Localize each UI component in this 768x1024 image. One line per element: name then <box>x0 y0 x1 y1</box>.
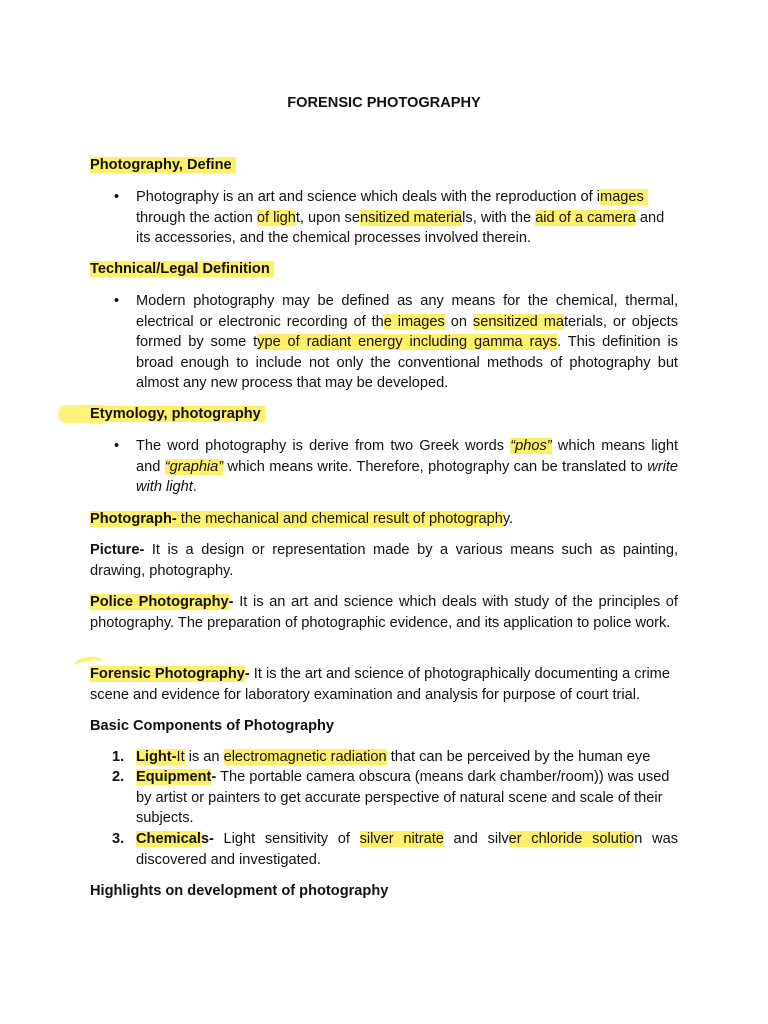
bullet-icon: • <box>114 189 120 205</box>
define-text: Photography is an art and science which deals with the reproduction of images through the action of light, upon sensitized materials, with the aid of a camera and its accessories, and the chemical processes involved therein. <box>136 189 665 246</box>
section-heading-define: Photography, Define <box>90 155 678 176</box>
police-photography-definition: Police Photography- It is an art and science which deals with study of the principles of photography. The preparation of photographic evidence, and its application to police work. <box>90 594 678 631</box>
section-heading-etymology: Etymology, photography <box>90 404 678 425</box>
section-heading-highlights: Highlights on development of photography <box>90 883 389 899</box>
bullet-icon: • <box>114 438 120 454</box>
document-page: FORENSIC PHOTOGRAPHY Photography, Define • Photography is an art and science which deals with the reproduction of images through the action of light, upon sensitized materials, with the aid of a camera and its accessories, and the chemical processes involved therein. Technical/Legal Definition • Modern photography may be defined as any means for the chemical, thermal, electrical or electronic recording of the images on sensitized materials, or objects formed by some type of radiant energy including gamma rays. This definition is broad enough to include not only the conventional methods of photography but almost any new process that may be developed. Etymology, photography • The word photography is derive from two Greek words “phos” which means light and “graphia” which means write. Therefore, photography can be translated to write with light. Photograph- the mechanical and chemical result of photography. Picture- It is a design or representation made by a various means such as painting, drawing, photography. Police Photography- It is an art and science which deals with study of the principles of photography. The preparation of photographic evidence, and its application to police work. Forensic Photography- It is the art and science of photographically documenting a crime scene and evidence for laboratory examination and analysis for purpose of court trial. Basic Components of Photography 1. Light-It is an electromagnetic radiation that can be perceived by the human eye 2. Equipment- The portable camera obscura (means dark chamber/room)) was used by artist or painters to get accurate perspective of natural scene and scale of their subjects. 3. Chemicals- Light sensitivity of silver nitrate and silver chloride solution was discovered and investigated. Highlights on development of photography <box>0 0 768 1024</box>
picture-definition: Picture- It is a design or representation made by a various means such as painting, drawing, photography. <box>90 542 678 579</box>
component-chemicals: Chemicals- Light sensitivity of silver nitrate and silver chloride solution was discovered and investigated. <box>136 831 678 868</box>
etymology-text: The word photography is derive from two Greek words “phos” which means light and “graphia” which means write. Therefore, photography can be translated to write with light. <box>136 438 679 495</box>
page-title: FORENSIC PHOTOGRAPHY <box>287 95 481 111</box>
section-heading-components: Basic Components of Photography <box>90 718 335 734</box>
component-light: Light-It is an electromagnetic radiation that can be perceived by the human eye <box>136 749 651 765</box>
component-equipment: Equipment- The portable camera obscura (means dark chamber/room)) was used by artist or painters to get accurate perspective of natural scene and scale of their subjects. <box>136 769 670 826</box>
forensic-photography-definition: Forensic Photography- It is the art and science of photographically documenting a crime scene and evidence for laboratory examination and analysis for purpose of court trial. <box>90 666 670 703</box>
bullet-icon: • <box>114 293 120 309</box>
technical-text: Modern photography may be defined as any means for the chemical, thermal, electrical or electronic recording of the images on sensitized materials, or objects formed by some type of radiant energy including gamma rays. This definition is broad enough to include not only the conventional methods of photography but almost any new process that may be developed. <box>136 293 679 391</box>
section-heading-technical: Technical/Legal Definition <box>90 259 678 280</box>
photograph-definition: Photograph- the mechanical and chemical result of photography. <box>90 511 514 527</box>
